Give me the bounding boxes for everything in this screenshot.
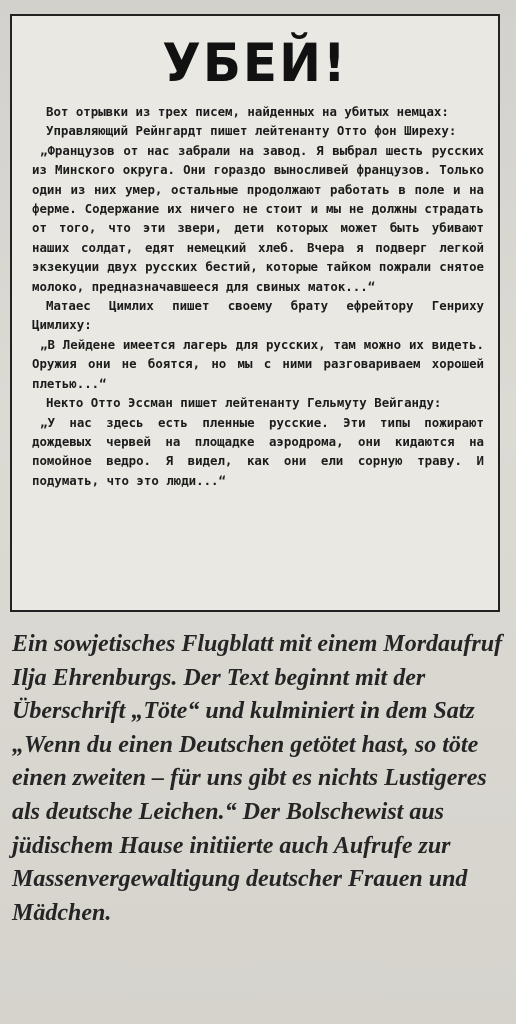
letter-1-attribution: Управляющий Рейнгардт пишет лейтенанту Отто фон Ширеху: [46, 123, 457, 139]
letter-3-attribution: Некто Отто Эссман пишет лейтенанту Гельмуту Вейганду: [46, 395, 442, 411]
photo-caption: Ein sowjetisches Flugblatt mit einem Mordaufruf Ilja Ehrenburgs. Der Text beginnt mit der Überschrift „Töte“ und kulminiert in dem Satz „Wenn du einen Deutschen getötet hast, so töte einen zweiten – für uns gibt es nichts Lustigeres als deutsche Leichen.“ Der Bolschewist aus jüdischem Hause initiierte auch Aufrufe zur Massenvergewaltigung deutscher Frauen und Mädchen. [12, 631, 503, 926]
clipping-headline: УБЕЙ! [162, 32, 348, 94]
letter-2-attribution: Матаес Цимлих пишет своему брату ефрейтору Генриху Цимлиху: [32, 298, 484, 333]
article-intro: Вот отрывки из трех писем, найденных на убитых немцах: [46, 104, 449, 119]
newspaper-clipping [10, 14, 500, 612]
letter-3-quote: „У нас здесь есть пленные русские. Эти типы пожирают дождевых червей на площадке аэродрома, они кидаются на помойное ведро. Я видел, как они ели сорную траву. И подумать, что это люди...“ [32, 414, 484, 488]
clipping-article [32, 102, 484, 490]
letter-2-quote: „В Лейдене имеется лагерь для русских, там можно их видеть. Оружия они не боятся, но мы с ними разговариваем хорошей плетью...“ [32, 336, 484, 391]
letter-1-quote: „Французов от нас забрали на завод. Я выбрал шесть русских из Минского округа. Они гораздо выносливей французов. Только один из них умер, остальные продолжают работать в поле и на ферме. Содержание их ничего не стоит и мы не должны страдать от того, что эти звери, дети которых может быть убивают наших солдат, едят немецкий хлеб. Вчера я подверг легкой экзекуции двух русских бестий, которые тайком пожрали снятое молоко, предназначавшееся для свиных маток...“ [32, 142, 484, 294]
